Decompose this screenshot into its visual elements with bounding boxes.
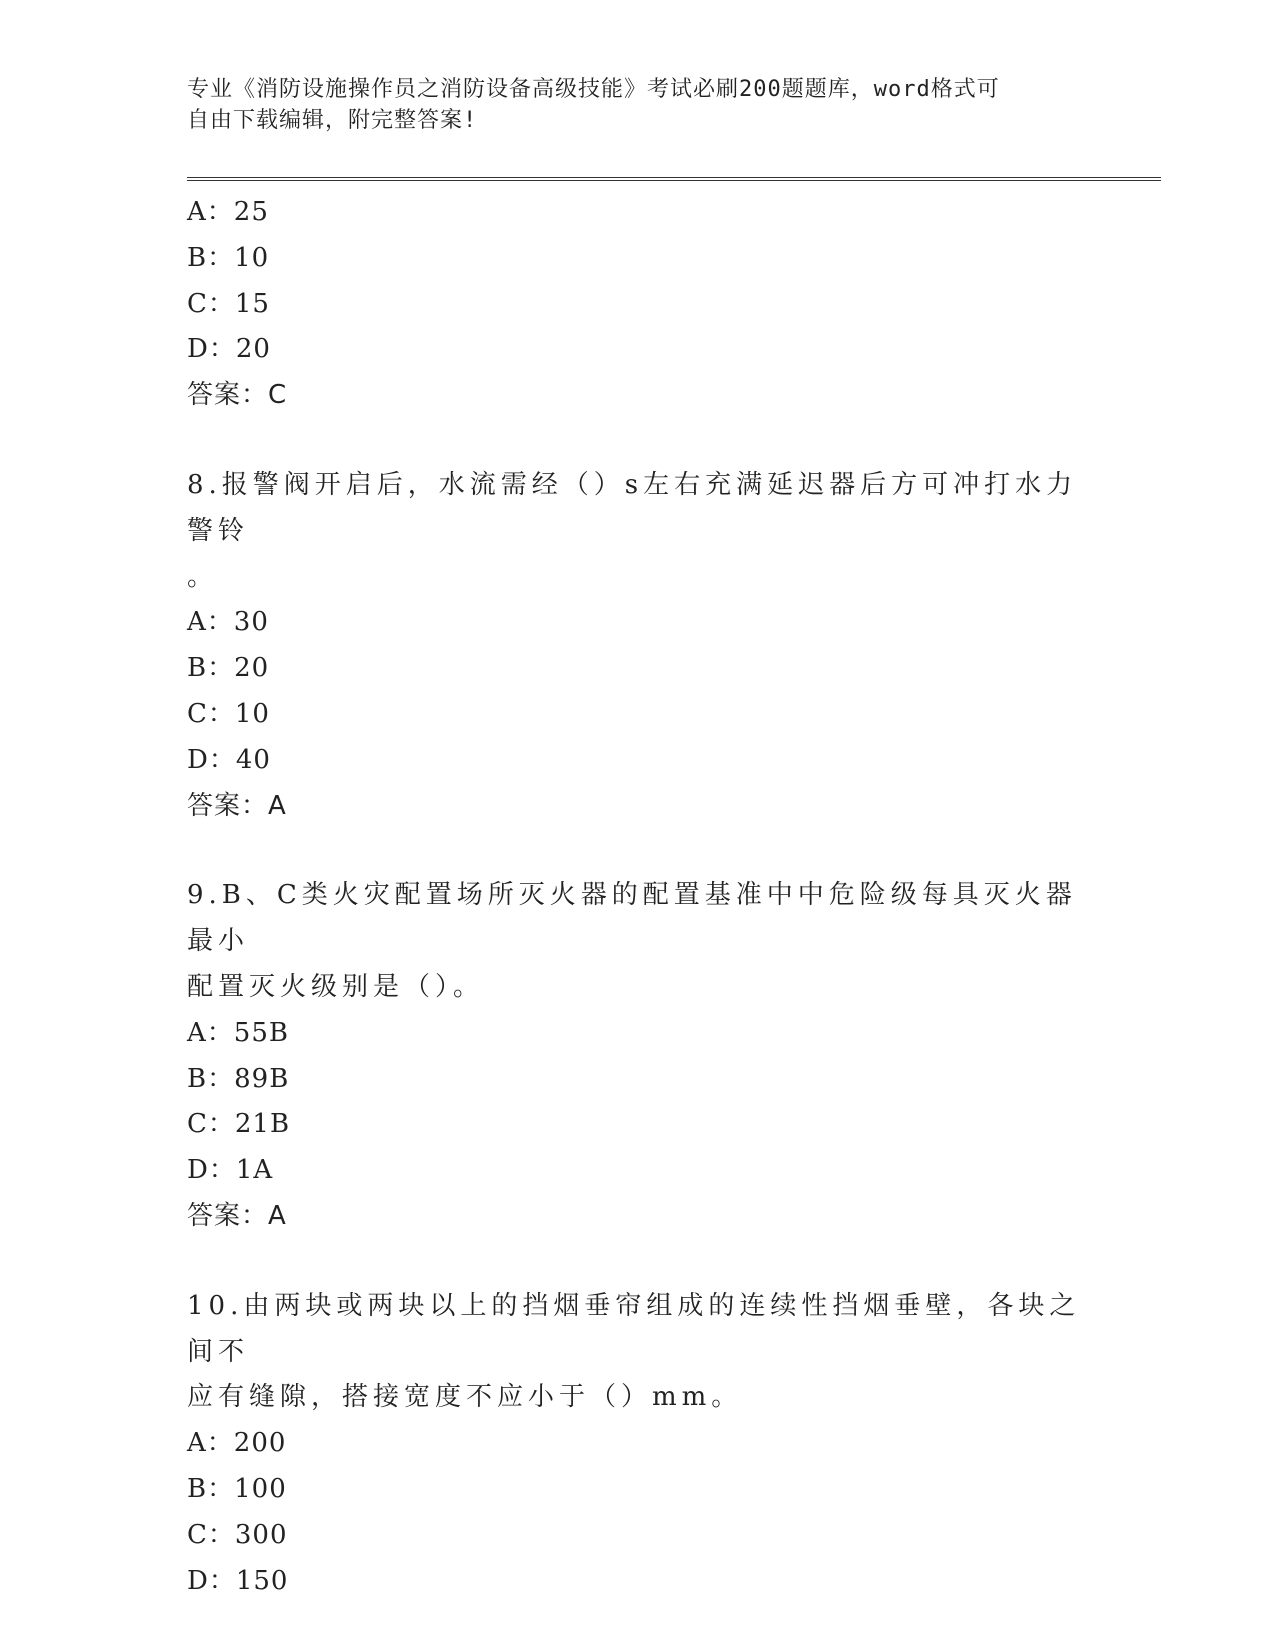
- spacer: [187, 829, 1087, 873]
- option-c: C：15: [187, 288, 270, 319]
- question-stem-line-2: 。: [187, 561, 219, 592]
- option-b: B：100: [187, 1473, 287, 1504]
- question-list: [187, 190, 1087, 1604]
- option-c: C：10: [187, 698, 270, 729]
- answer: 答案：C: [187, 380, 288, 411]
- option-d: D：1A: [187, 1155, 274, 1186]
- header-title-line-1: 专业《消防设施操作员之消防设备高级技能》考试必刷200题题库，word格式可: [187, 77, 1000, 102]
- page-header: [187, 74, 1087, 136]
- question-9: [187, 873, 1087, 1239]
- option-a: A：200: [187, 1428, 287, 1459]
- option-d: D：20: [187, 334, 271, 365]
- question-stem-line-1: 10.由两块或两块以上的挡烟垂帘组成的连续性挡烟垂壁，各块之间不: [187, 1290, 1081, 1367]
- option-c: C：300: [187, 1519, 288, 1550]
- option-b: B：10: [187, 242, 270, 273]
- answer: 答案：A: [187, 790, 287, 821]
- spacer: [187, 1240, 1087, 1284]
- question-stem-line-1: 9.B、C类火灾配置场所灭火器的配置基准中中危险级每具灭火器最小: [187, 880, 1077, 957]
- option-a: A：25: [187, 197, 269, 227]
- question-stem-line-1: 8.报警阀开启后，水流需经（）s左右充满延迟器后方可冲打水力警铃: [187, 469, 1078, 546]
- question-7: [187, 190, 1087, 419]
- option-b: B：20: [187, 653, 270, 684]
- answer: 答案：A: [187, 1200, 287, 1231]
- option-b: B：89B: [187, 1063, 290, 1094]
- question-stem-line-2: 应有缝隙，搭接宽度不应小于（）mm。: [187, 1382, 743, 1413]
- header-divider: [187, 177, 1161, 181]
- option-a: A：30: [187, 607, 269, 638]
- option-d: D：40: [187, 744, 271, 775]
- option-d: D：150: [187, 1565, 289, 1596]
- option-a: A：55B: [187, 1017, 289, 1048]
- spacer: [187, 419, 1087, 463]
- question-10: [187, 1284, 1087, 1605]
- question-8: [187, 463, 1087, 829]
- header-title-line-2: 自由下载编辑，附完整答案!: [187, 108, 478, 133]
- question-stem-line-2: 配置灭火级别是（）。: [187, 971, 485, 1002]
- option-c: C：21B: [187, 1109, 291, 1140]
